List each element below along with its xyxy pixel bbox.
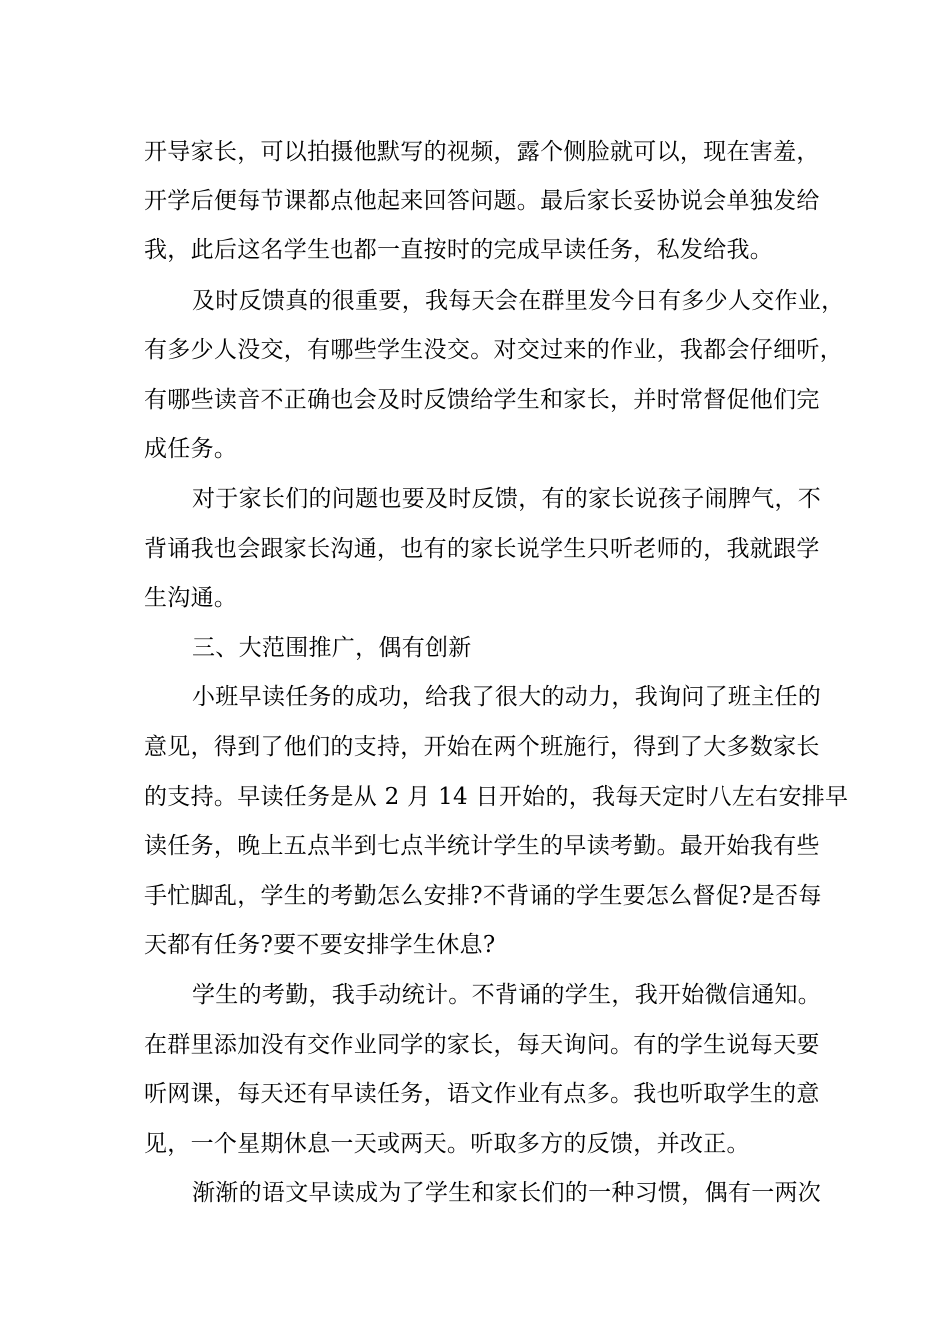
section-heading: 三、大范围推广，偶有创新 (192, 635, 472, 661)
text-line: 成任务。 (144, 436, 238, 462)
text-line: 我，此后这名学生也都一直按时的完成早读任务，私发给我。 (144, 237, 774, 263)
paragraph-first-line: 渐渐的语文早读成为了学生和家长们的一种习惯，偶有一两次 (192, 1180, 822, 1206)
text-line: 有多少人没交，有哪些学生没交。对交过来的作业，我都会仔细听， (144, 337, 843, 363)
text-line: 有哪些读音不正确也会及时反馈给学生和家长，并时常督促他们完 (144, 387, 820, 413)
text-line: 在群里添加没有交作业同学的家长，每天询问。有的学生说每天要 (144, 1032, 820, 1058)
text-line: 生沟通。 (144, 585, 238, 611)
text-line: 见，一个星期休息一天或两天。听取多方的反馈，并改正。 (144, 1131, 750, 1157)
text-line: 背诵我也会跟家长沟通，也有的家长说学生只听老师的，我就跟学 (144, 536, 820, 562)
text-line: 手忙脚乱，学生的考勤怎么安排?不背诵的学生要怎么督促?是否每 (144, 883, 822, 909)
paragraph-first-line: 及时反馈真的很重要，我每天会在群里发今日有多少人交作业， (192, 288, 845, 314)
text-line: 开学后便每节课都点他起来回答问题。最后家长妥协说会单独发给 (144, 188, 820, 214)
paragraph-first-line: 对于家长们的问题也要及时反馈，有的家长说孩子闹脾气，不 (192, 486, 822, 512)
text-line: 开导家长，可以拍摄他默写的视频，露个侧脸就可以，现在害羞， (144, 139, 820, 165)
text-line: 天都有任务?要不要安排学生休息? (144, 932, 496, 958)
text-line: 读任务，晚上五点半到七点半统计学生的早读考勤。最开始我有些 (144, 833, 820, 859)
text-line: 听网课，每天还有早读任务，语文作业有点多。我也听取学生的意 (144, 1081, 820, 1107)
text-line: 意见，得到了他们的支持，开始在两个班施行，得到了大多数家长 (144, 734, 820, 760)
text-line: 的支持。早读任务是从 2 月 14 日开始的，我每天定时八左右安排早 (144, 784, 849, 810)
paragraph-first-line: 小班早读任务的成功，给我了很大的动力，我询问了班主任的 (192, 684, 822, 710)
paragraph-first-line: 学生的考勤，我手动统计。不背诵的学生，我开始微信通知。 (192, 982, 822, 1008)
